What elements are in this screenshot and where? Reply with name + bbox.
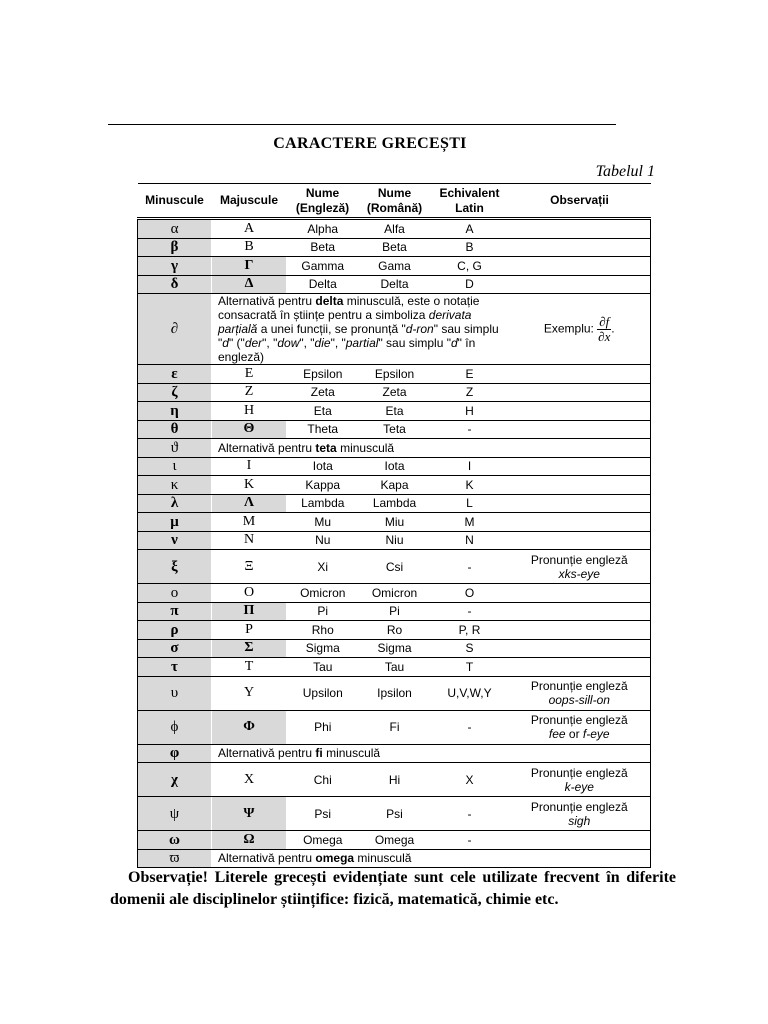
lowercase-letter: ο [138, 584, 212, 603]
name-romanian: Fi [359, 710, 431, 744]
table-row [138, 797, 651, 831]
uppercase-letter: Ι [212, 457, 287, 476]
latin-equivalent: - [431, 550, 509, 584]
lowercase-letter: ε [138, 365, 212, 384]
table-row [138, 294, 651, 365]
observation [509, 457, 651, 476]
table-row [138, 420, 651, 439]
name-romanian: Zeta [359, 383, 431, 402]
name-english: Xi [287, 550, 359, 584]
uppercase-letter: Π [212, 602, 287, 621]
header-uppercase: Majuscule [212, 184, 287, 219]
uppercase-letter: Δ [212, 275, 287, 294]
header-latin-equivalent: Echivalent Latin [431, 184, 509, 219]
lowercase-letter: φ [138, 744, 212, 763]
table-row [138, 639, 651, 658]
name-english: Tau [287, 658, 359, 677]
footnote-observation: Observație! Literele grecești evidențiate sunt cele utilizate frecvent în diferite domenii ale disciplinelor științifice: fizică, matematică, chimie etc. [110, 869, 676, 908]
name-english: Psi [287, 797, 359, 831]
observation [509, 420, 651, 439]
name-english: Omicron [287, 584, 359, 603]
alternative-note: Alternativă pentru omega minusculă [212, 849, 651, 868]
latin-equivalent: X [431, 763, 509, 797]
observation: Pronunție engleză xks-eye [509, 550, 651, 584]
name-romanian: Psi [359, 797, 431, 831]
name-english: Beta [287, 238, 359, 257]
latin-equivalent: M [431, 513, 509, 532]
partial-derivative-example: Exemplu: $\frac{\partial f}{\partial x}$ . [509, 294, 651, 365]
latin-equivalent: B [431, 238, 509, 257]
name-romanian: Alfa [359, 219, 431, 239]
name-english: Delta [287, 275, 359, 294]
latin-equivalent: P, R [431, 621, 509, 640]
lowercase-letter: ω [138, 831, 212, 850]
observation [509, 621, 651, 640]
latin-equivalent: Z [431, 383, 509, 402]
lowercase-letter: η [138, 402, 212, 421]
uppercase-letter: Β [212, 238, 287, 257]
latin-equivalent: - [431, 797, 509, 831]
lowercase-letter: τ [138, 658, 212, 677]
name-english: Kappa [287, 476, 359, 495]
lowercase-letter: ν [138, 531, 212, 550]
lowercase-letter: λ [138, 494, 212, 513]
lowercase-letter: β [138, 238, 212, 257]
name-romanian: Ro [359, 621, 431, 640]
table-row [138, 744, 651, 763]
table-row [138, 402, 651, 421]
observation [509, 365, 651, 384]
observation [509, 831, 651, 850]
lowercase-letter: ∂ [138, 294, 212, 365]
lowercase-letter: χ [138, 763, 212, 797]
uppercase-letter: Κ [212, 476, 287, 495]
table-row [138, 457, 651, 476]
name-english: Alpha [287, 219, 359, 239]
lowercase-letter: υ [138, 676, 212, 710]
lowercase-letter: δ [138, 275, 212, 294]
table-row [138, 439, 651, 458]
name-english: Mu [287, 513, 359, 532]
uppercase-letter: Τ [212, 658, 287, 677]
table-caption: Tabelul 1 [595, 163, 655, 180]
table-row [138, 621, 651, 640]
uppercase-letter: Ω [212, 831, 287, 850]
lowercase-letter: ρ [138, 621, 212, 640]
header-lowercase: Minuscule [138, 184, 212, 219]
latin-equivalent: O [431, 584, 509, 603]
name-romanian: Niu [359, 531, 431, 550]
latin-equivalent: - [431, 420, 509, 439]
name-romanian: Tau [359, 658, 431, 677]
table-row [138, 257, 651, 276]
page-title: CARACTERE GRECEȘTI [273, 135, 467, 152]
uppercase-letter: Λ [212, 494, 287, 513]
name-romanian: Eta [359, 402, 431, 421]
table-row [138, 658, 651, 677]
uppercase-letter: Ξ [212, 550, 287, 584]
name-romanian: Lambda [359, 494, 431, 513]
observation [509, 238, 651, 257]
uppercase-letter: Σ [212, 639, 287, 658]
observation [509, 658, 651, 677]
name-romanian: Epsilon [359, 365, 431, 384]
table-row [138, 383, 651, 402]
uppercase-letter: Μ [212, 513, 287, 532]
latin-equivalent: K [431, 476, 509, 495]
lowercase-letter: ϕ [138, 710, 212, 744]
table-row [138, 831, 651, 850]
name-romanian: Gama [359, 257, 431, 276]
header-name-romanian: Nume (Română) [359, 184, 431, 219]
name-english: Gamma [287, 257, 359, 276]
name-english: Lambda [287, 494, 359, 513]
lowercase-letter: γ [138, 257, 212, 276]
observation: Pronunție engleză k-eye [509, 763, 651, 797]
latin-equivalent: E [431, 365, 509, 384]
uppercase-letter: Η [212, 402, 287, 421]
table-row [138, 710, 651, 744]
lowercase-letter: ξ [138, 550, 212, 584]
table-row [138, 219, 651, 239]
latin-equivalent: - [431, 831, 509, 850]
name-romanian: Teta [359, 420, 431, 439]
name-english: Omega [287, 831, 359, 850]
latin-equivalent: I [431, 457, 509, 476]
observation [509, 513, 651, 532]
uppercase-letter: Ψ [212, 797, 287, 831]
uppercase-letter: Θ [212, 420, 287, 439]
lowercase-letter: ϖ [138, 849, 212, 868]
observation [509, 275, 651, 294]
name-english: Theta [287, 420, 359, 439]
observation [509, 476, 651, 495]
table-row [138, 676, 651, 710]
latin-equivalent: A [431, 219, 509, 239]
name-english: Upsilon [287, 676, 359, 710]
table-row [138, 275, 651, 294]
table-row [138, 494, 651, 513]
observation [509, 219, 651, 239]
name-romanian: Csi [359, 550, 431, 584]
uppercase-letter: Ε [212, 365, 287, 384]
uppercase-letter: Ρ [212, 621, 287, 640]
name-romanian: Beta [359, 238, 431, 257]
latin-equivalent: U,V,W,Y [431, 676, 509, 710]
lowercase-letter: ι [138, 457, 212, 476]
table-row [138, 365, 651, 384]
name-romanian: Hi [359, 763, 431, 797]
lowercase-letter: μ [138, 513, 212, 532]
name-romanian: Ipsilon [359, 676, 431, 710]
observation [509, 494, 651, 513]
uppercase-letter: Ν [212, 531, 287, 550]
observation: Pronunție engleză sigh [509, 797, 651, 831]
name-romanian: Omega [359, 831, 431, 850]
name-english: Eta [287, 402, 359, 421]
table-row [138, 584, 651, 603]
lowercase-letter: ζ [138, 383, 212, 402]
latin-equivalent: L [431, 494, 509, 513]
alternative-note: Alternativă pentru fi minusculă [212, 744, 651, 763]
table-row [138, 531, 651, 550]
name-romanian: Omicron [359, 584, 431, 603]
uppercase-letter: Ζ [212, 383, 287, 402]
uppercase-letter: Γ [212, 257, 287, 276]
observation [509, 531, 651, 550]
name-english: Sigma [287, 639, 359, 658]
header-name-english: Nume (Engleză) [287, 184, 359, 219]
latin-equivalent: H [431, 402, 509, 421]
observation [509, 639, 651, 658]
partial-derivative-description: Alternativă pentru delta minusculă, este o notație consacrată în științe pentru a simboliza derivata parțială a unei funcții, se pronunță "d-ron" sau simplu "d" ("der", "dow", "die", "partial" sau simplu "d" în engleză) [212, 294, 509, 365]
table-row [138, 476, 651, 495]
observation: Pronunție engleză oops-sill-on [509, 676, 651, 710]
latin-equivalent: - [431, 710, 509, 744]
name-romanian: Pi [359, 602, 431, 621]
latin-equivalent: T [431, 658, 509, 677]
header-observations: Observații [509, 184, 651, 219]
latin-equivalent: - [431, 602, 509, 621]
observation [509, 257, 651, 276]
greek-letters-table [137, 183, 651, 868]
uppercase-letter: Α [212, 219, 287, 239]
observation [509, 602, 651, 621]
table-row [138, 550, 651, 584]
table-row [138, 849, 651, 868]
lowercase-letter: θ [138, 420, 212, 439]
observation [509, 402, 651, 421]
uppercase-letter: Χ [212, 763, 287, 797]
name-romanian: Delta [359, 275, 431, 294]
name-english: Nu [287, 531, 359, 550]
name-english: Pi [287, 602, 359, 621]
name-romanian: Iota [359, 457, 431, 476]
lowercase-letter: κ [138, 476, 212, 495]
table-row [138, 513, 651, 532]
name-english: Zeta [287, 383, 359, 402]
latin-equivalent: S [431, 639, 509, 658]
observation [509, 383, 651, 402]
latin-equivalent: C, G [431, 257, 509, 276]
lowercase-letter: α [138, 219, 212, 239]
name-english: Iota [287, 457, 359, 476]
name-english: Rho [287, 621, 359, 640]
lowercase-letter: ϑ [138, 439, 212, 458]
observation [509, 584, 651, 603]
alternative-note: Alternativă pentru teta minusculă [212, 439, 651, 458]
table-header-row [138, 184, 651, 219]
name-romanian: Miu [359, 513, 431, 532]
uppercase-letter: Υ [212, 676, 287, 710]
name-english: Chi [287, 763, 359, 797]
name-english: Phi [287, 710, 359, 744]
latin-equivalent: D [431, 275, 509, 294]
table-row [138, 602, 651, 621]
partial-derivative-fraction: $\frac{\partial f}{\partial x}$ [598, 313, 611, 344]
table-row [138, 763, 651, 797]
lowercase-letter: σ [138, 639, 212, 658]
uppercase-letter: Φ [212, 710, 287, 744]
observation: Pronunție engleză fee or f-eye [509, 710, 651, 744]
latin-equivalent: N [431, 531, 509, 550]
top-rule [108, 124, 616, 125]
lowercase-letter: ψ [138, 797, 212, 831]
name-romanian: Sigma [359, 639, 431, 658]
table-row [138, 238, 651, 257]
lowercase-letter: π [138, 602, 212, 621]
uppercase-letter: Ο [212, 584, 287, 603]
name-english: Epsilon [287, 365, 359, 384]
name-romanian: Kapa [359, 476, 431, 495]
